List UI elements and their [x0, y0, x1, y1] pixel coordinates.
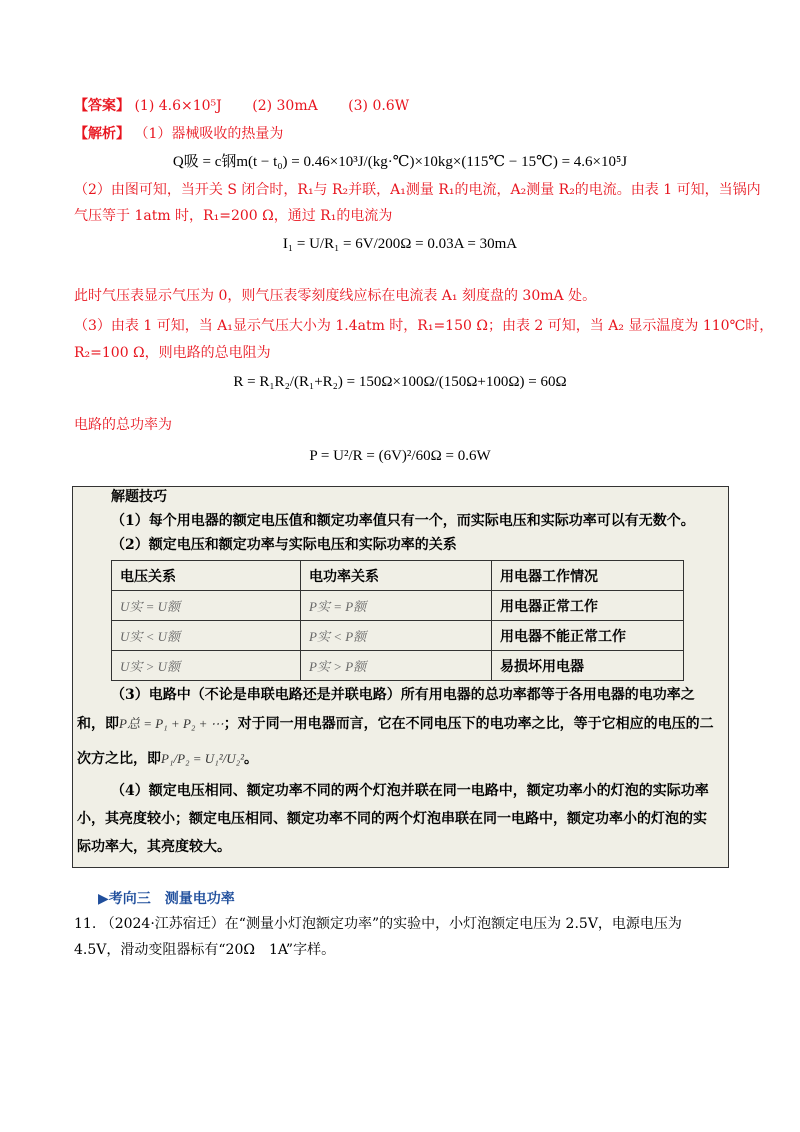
analysis-step3-c: 电路的总功率为 — [74, 417, 172, 433]
tips-point-3-c — [77, 749, 258, 769]
tips-point-4-a: （4）额定电压相同、额定功率不同的两个灯泡并联在同一电路中，额定功率小的灯泡的实际功率 — [111, 783, 709, 799]
table-cell: P实 > P额 — [309, 659, 367, 674]
table-cell: U实 > U额 — [120, 659, 181, 674]
analysis-step2-c: 此时气压表显示气压为 0，则气压表零刻度线应标在电流表 A₁ 刻度盘的 30mA 处。 — [74, 288, 597, 304]
analysis-step2-a: （2）由图可知，当开关 S 闭合时，R₁与 R₂并联，A₁测量 R₁的电流，A₂测量 R₂的电流。由表 1 可知，当锅内 — [74, 182, 761, 198]
answer-part1: (1) 4.6×10⁵J — [134, 98, 222, 114]
table-header-cell: 电压关系 — [112, 561, 301, 591]
table-cell: 用电器不能正常工作 — [492, 621, 684, 651]
tips-point-3-c-pre: 次方之比，即 — [77, 751, 161, 767]
answer-part3: (3) 0.6W — [348, 98, 410, 114]
table-row — [112, 621, 684, 651]
formula-resistance: R = R₁R₂/(R₁+R₂) = 150Ω×100Ω/(150Ω+100Ω) = 60Ω — [233, 374, 567, 390]
total-power-formula: P总 = P₁ + P₂ + ⋯ — [119, 716, 224, 731]
question-line-1: 11. （2024·江苏宿迁）在“测量小灯泡额定功率”的实验中，小灯泡额定电压为 2.5V，电源电压为 — [74, 916, 682, 932]
analysis-tag: 【解析】 — [74, 126, 130, 142]
power-ratio-formula: P₁/P₂ = U₁²/U₂² — [161, 751, 245, 766]
tips-point-3-b-pre: 和，即 — [77, 716, 119, 732]
analysis-step3-b: R₂=100 Ω，则电路的总电阻为 — [74, 345, 271, 361]
table-cell: P实 < P额 — [309, 629, 367, 644]
formula-current: I₁ = U/R₁ = 6V/200Ω = 0.03A = 30mA — [282, 236, 518, 252]
tips-point-1: （1）每个用电器的额定电压值和额定功率值只有一个，而实际电压和实际功率可以有无数个。 — [111, 513, 695, 529]
analysis-step2-b: 气压等于 1atm 时，R₁=200 Ω，通过 R₁的电流为 — [74, 208, 393, 224]
tips-point-3-b — [77, 714, 714, 734]
relation-table — [111, 560, 684, 681]
table-cell: 用电器正常工作 — [492, 591, 684, 621]
tips-title: 解题技巧 — [111, 489, 167, 505]
section-heading: ▶考向三 测量电功率 — [98, 891, 235, 907]
table-row — [112, 591, 684, 621]
table-cell: U实 < U额 — [120, 629, 181, 644]
answer-tag: 【答案】 — [74, 98, 130, 114]
analysis-step3-a: （3）由表 1 可知，当 A₁显示气压大小为 1.4atm 时，R₁=150 Ω；由表 2 可知，当 A₂ 显示温度为 110℃时， — [74, 318, 774, 334]
analysis-line-1 — [74, 124, 283, 144]
tips-point-4-c: 际功率大，其亮度较大。 — [77, 839, 231, 855]
answer-line — [74, 96, 409, 116]
formula-power: P = U²/R = (6V)²/60Ω = 0.6W — [309, 448, 491, 464]
question-line-2: 4.5V，滑动变阻器标有“20Ω 1A”字样。 — [74, 942, 336, 958]
tips-point-3-b-post: ；对于同一用电器而言，它在不同电压下的电功率之比，等于它相应的电压的二 — [223, 716, 714, 732]
tips-point-2: （2）额定电压和额定功率与实际电压和实际功率的关系 — [111, 537, 457, 553]
table-cell: P实 = P额 — [309, 599, 367, 614]
tips-point-3-c-post: 。 — [244, 751, 259, 767]
tips-box — [72, 486, 729, 868]
tips-point-4-b: 小，其亮度较小；额定电压相同、额定功率不同的两个灯泡串联在同一电路中，额定功率小的灯泡的实 — [77, 811, 707, 827]
answer-part2: (2) 30mA — [252, 98, 318, 114]
tips-point-3-a: （3）电路中（不论是串联电路还是并联电路）所有用电器的总功率都等于各用电器的电功率之 — [111, 687, 695, 703]
table-header-cell: 电功率关系 — [301, 561, 492, 591]
analysis-step1: （1）器械吸收的热量为 — [134, 126, 284, 142]
table-cell: U实 = U额 — [120, 599, 181, 614]
table-header-row — [112, 561, 684, 591]
table-cell: 易损坏用电器 — [492, 651, 684, 681]
formula-heat: Q吸 = c钢m(t − t₀) = 0.46×10³J/(kg·℃)×10kg×(115℃ − 15℃) = 4.6×10⁵J — [172, 154, 628, 170]
table-row — [112, 651, 684, 681]
table-header-cell: 用电器工作情况 — [492, 561, 684, 591]
